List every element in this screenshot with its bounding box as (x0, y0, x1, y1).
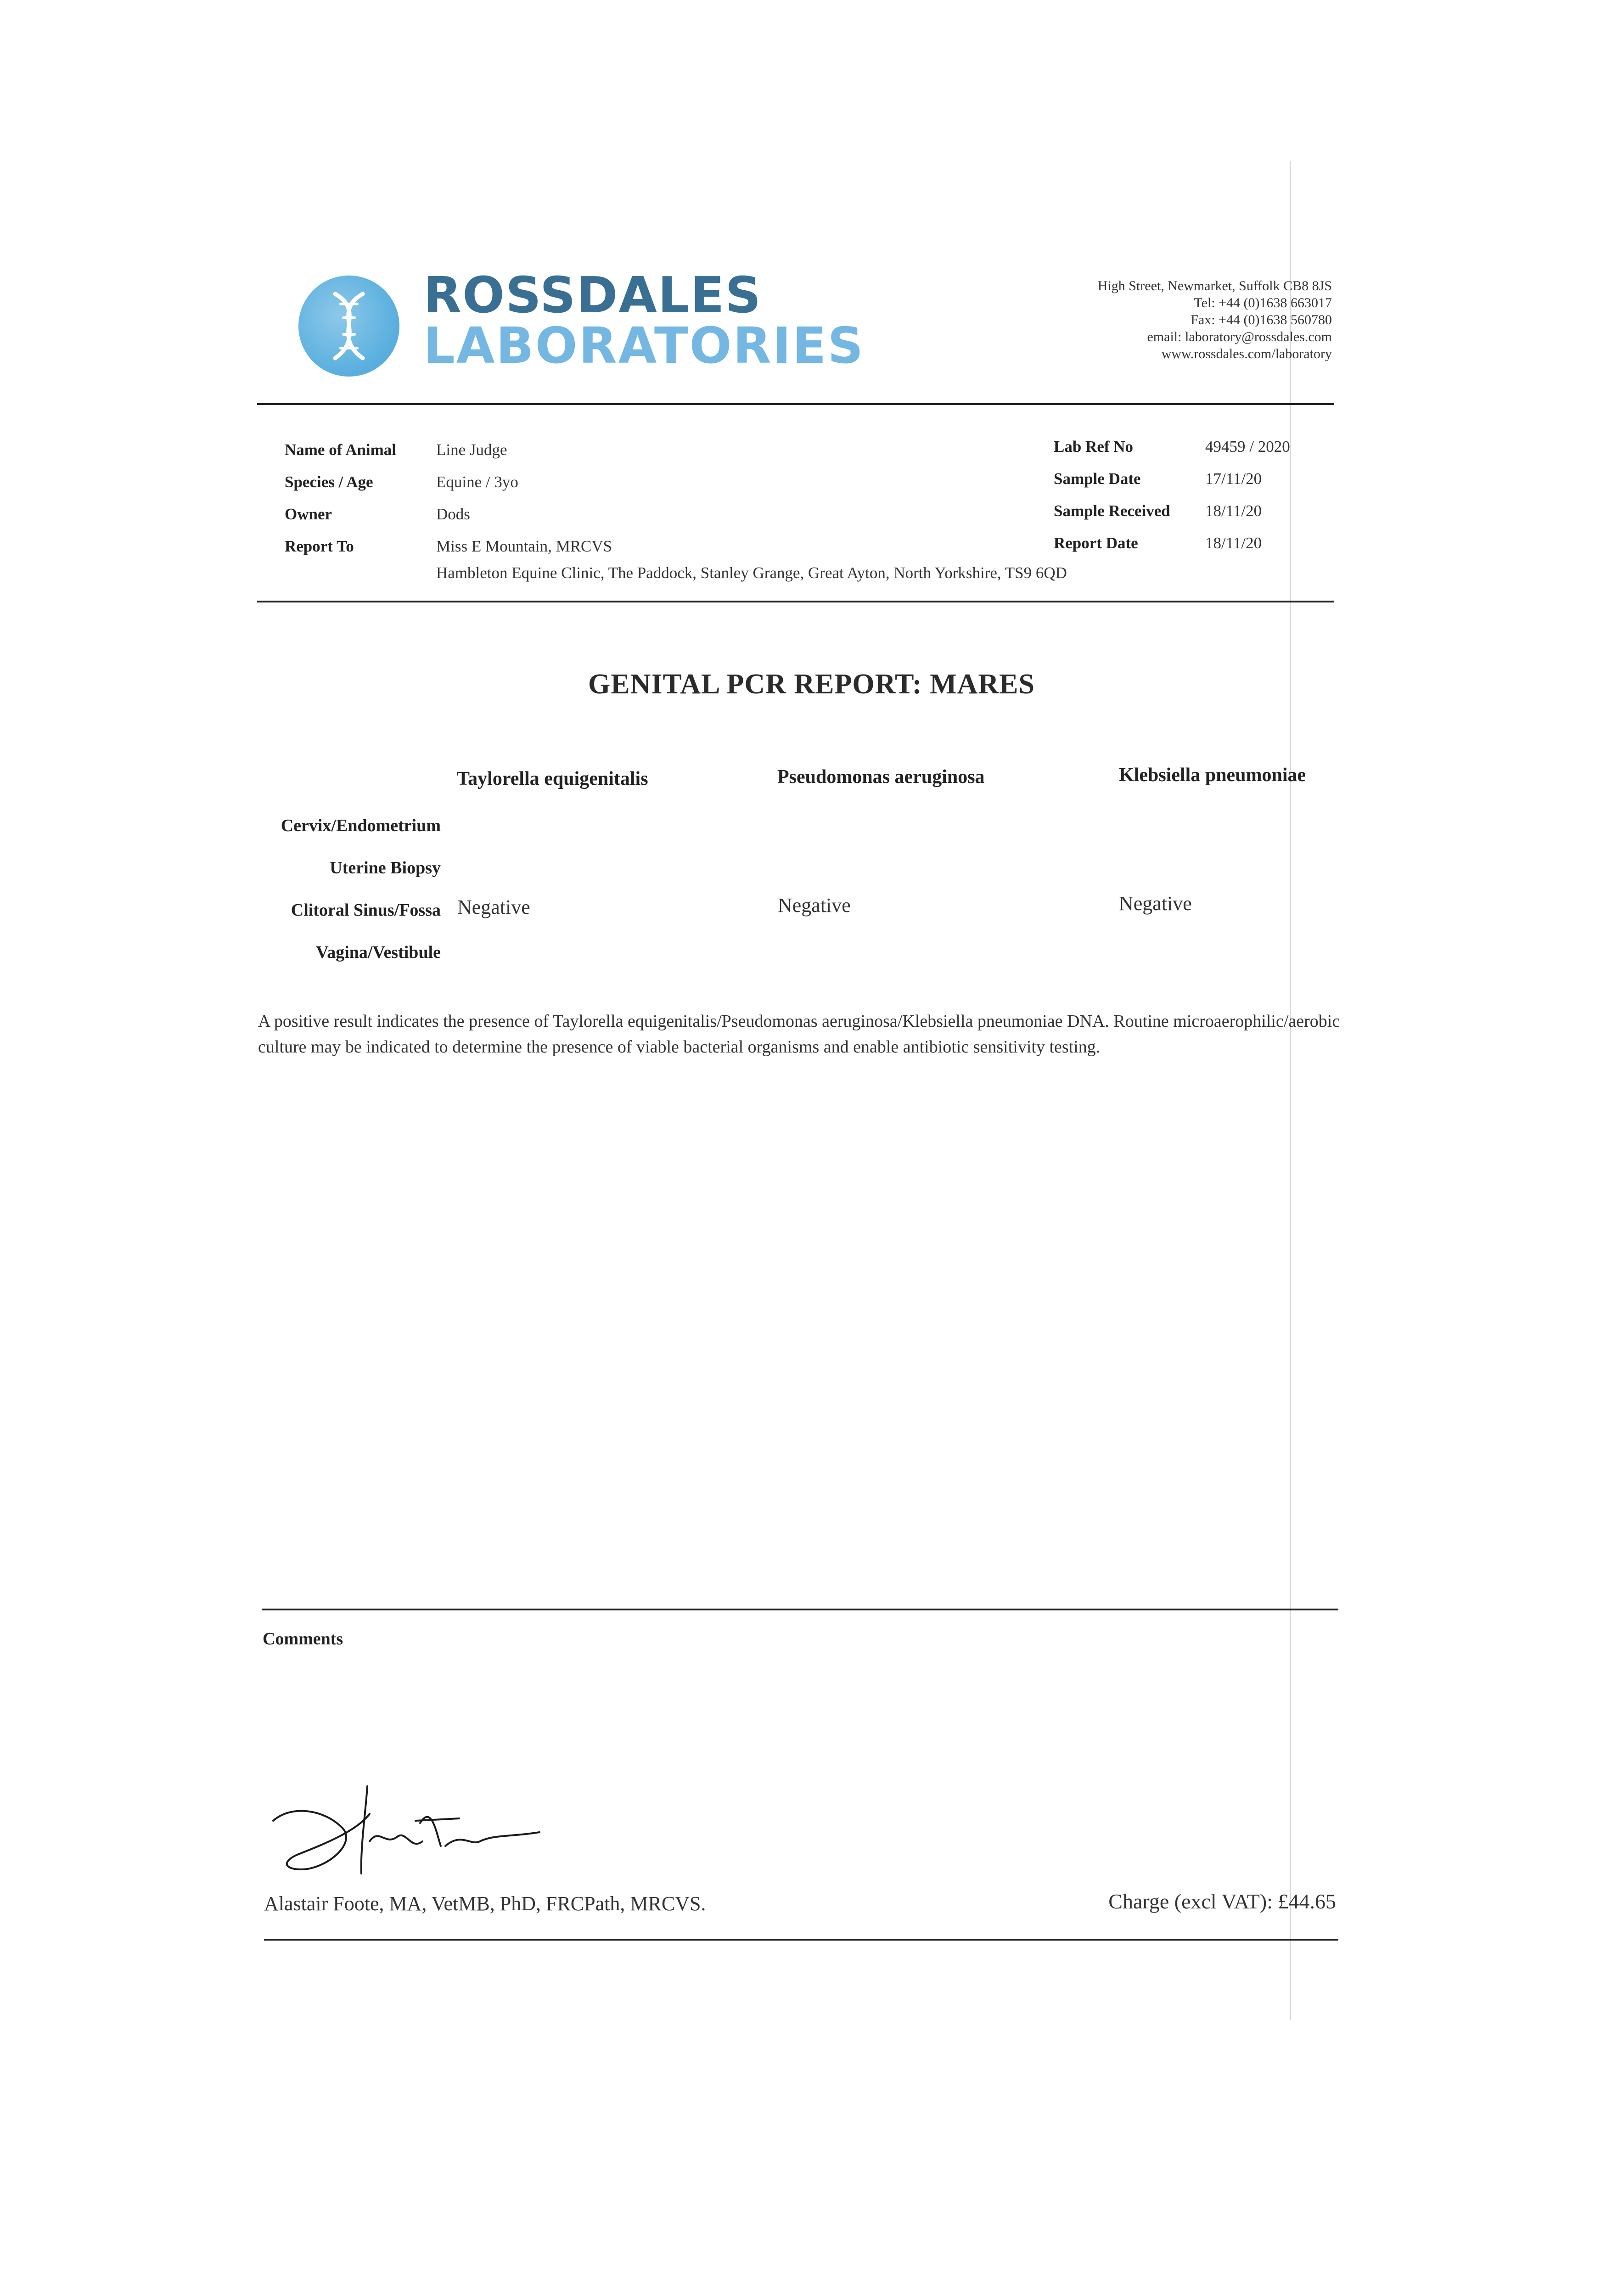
row-header-uterine-biopsy: Uterine Biopsy (330, 858, 441, 878)
comments-label: Comments (263, 1629, 343, 1649)
charge-amount: Charge (excl VAT): £44.65 (1108, 1890, 1336, 1913)
value-report-to-address: Hambleton Equine Clinic, The Paddock, Stanley Grange, Great Ayton, North Yorkshire, TS9 6QD (436, 564, 1067, 582)
comments-divider (262, 1609, 1338, 1610)
address-street: High Street, Newmarket, Suffolk CB8 8JS (1097, 278, 1332, 293)
brand-name-line-2: LABORATORIES (423, 317, 865, 375)
column-header-klebsiella: Klebsiella pneumoniae (1119, 765, 1306, 786)
label-owner: Owner (285, 505, 332, 523)
report-title: GENITAL PCR REPORT: MARES (588, 669, 1035, 700)
address-fax: Fax: +44 (0)1638 560780 (1191, 312, 1332, 327)
label-sample-date: Sample Date (1054, 470, 1141, 488)
handwritten-signature (264, 1777, 549, 1883)
label-sample-received: Sample Received (1054, 502, 1170, 520)
details-divider (257, 601, 1334, 602)
address-tel: Tel: +44 (0)1638 663017 (1194, 295, 1332, 310)
label-name-of-animal: Name of Animal (285, 441, 397, 459)
result-clitoral-klebsiella: Negative (1119, 892, 1192, 915)
address-website: www.rossdales.com/laboratory (1161, 346, 1332, 361)
dna-helix-icon (298, 276, 399, 377)
result-clitoral-taylorella: Negative (457, 896, 530, 918)
value-species-age: Equine / 3yo (436, 473, 518, 491)
header-divider (257, 403, 1334, 405)
address-email: email: laboratory@rossdales.com (1147, 329, 1332, 344)
value-report-date: 18/11/20 (1205, 534, 1262, 552)
lab-address-block (1098, 277, 1332, 362)
value-report-to: Miss E Mountain, MRCVS (436, 537, 612, 555)
value-name-of-animal: Line Judge (436, 441, 507, 459)
label-species-age: Species / Age (285, 473, 373, 491)
column-header-taylorella: Taylorella equigenitalis (457, 768, 648, 789)
column-header-pseudomonas: Pseudomonas aeruginosa (777, 766, 985, 788)
result-clitoral-pseudomonas: Negative (778, 894, 851, 917)
label-report-date: Report Date (1054, 534, 1138, 552)
label-lab-ref-no: Lab Ref No (1054, 438, 1134, 456)
value-sample-received: 18/11/20 (1205, 502, 1262, 520)
footer-divider (264, 1939, 1338, 1941)
brand-name-line-1: ROSSDALES (423, 267, 762, 324)
interpretation-note: A positive result indicates the presence of Taylorella equigenitalis/Pseudomonas aeruginosa/Klebsiella pneumoniae DNA. Routine microaerophilic/aerobic culture may be indicated to determine the presence of viable bacterial organisms and enable antibiotic sensitivity testing. (258, 1012, 1340, 1057)
row-header-clitoral-sinus-fossa: Clitoral Sinus/Fossa (291, 900, 441, 920)
label-report-to: Report To (285, 537, 354, 555)
value-sample-date: 17/11/20 (1205, 470, 1262, 488)
row-header-vagina-vestibule: Vagina/Vestibule (316, 943, 441, 962)
row-header-cervix-endometrium: Cervix/Endometrium (281, 816, 441, 835)
signatory-name: Alastair Foote, MA, VetMB, PhD, FRCPath, MRCVS. (264, 1892, 706, 1915)
value-lab-ref-no: 49459 / 2020 (1205, 438, 1290, 456)
value-owner: Dods (436, 505, 470, 523)
